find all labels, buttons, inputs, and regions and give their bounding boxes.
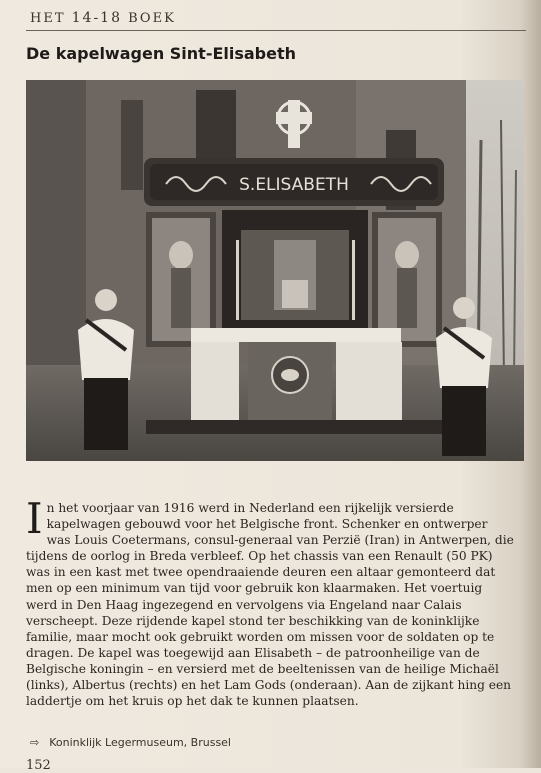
photo-illustration <box>26 80 524 461</box>
chapel-wagon-photo <box>26 80 524 461</box>
header-suffix: BOEK <box>128 11 176 26</box>
article-body <box>26 494 514 709</box>
header-prefix: HET <box>30 11 66 26</box>
arrow-right-icon: ⇨ <box>30 736 40 749</box>
running-header <box>30 10 176 26</box>
header-rule <box>26 30 526 31</box>
photo-credit <box>30 736 231 749</box>
paragraph-text: n het voorjaar van 1916 werd in Nederland een rijkelijk versierde kapelwagen gebouwd voor het Belgische front. Schenker en ontwerper was Louis Coetermans, consul-generaal van Perzië (Iran) in Antwerpen, die tijdens de oorlog in Breda verbleef. Op het chassis van een Renault (50 PK) was in een kast met twee opendraaiende deuren een altaar gemonteerd dat men op een minimum van tijd voor gebruik kon klaarmaken. Het voertuig werd in Den Haag ingezegend en vervolgens via Engeland naar Calais verscheept. Deze rijdende kapel stond ter beschikking van de koninklijke familie, maar mocht ook gebruikt worden om missen voor de soldaten op te dragen. De kapel was toegewijd aan Elisabeth – de patroonheilige van de Belgische koningin – en versierd met de beeltenissen van de heilige Michaël (links), Albertus (rechts) en het Lam Gods (onderaan). Aan de zijkant hing een laddertje om het kruis op het dak te kunnen plaatsen. <box>26 501 514 709</box>
header-number: 14-18 <box>71 10 122 26</box>
article-title: De kapelwagen Sint-Elisabeth <box>26 44 297 63</box>
wagon-banner-text: S.ELISABETH <box>239 175 349 195</box>
drop-cap: I <box>26 494 43 543</box>
page-number: 152 <box>26 758 51 773</box>
article-paragraph <box>26 494 514 709</box>
credit-text: Koninklijk Legermuseum, Brussel <box>49 736 231 749</box>
